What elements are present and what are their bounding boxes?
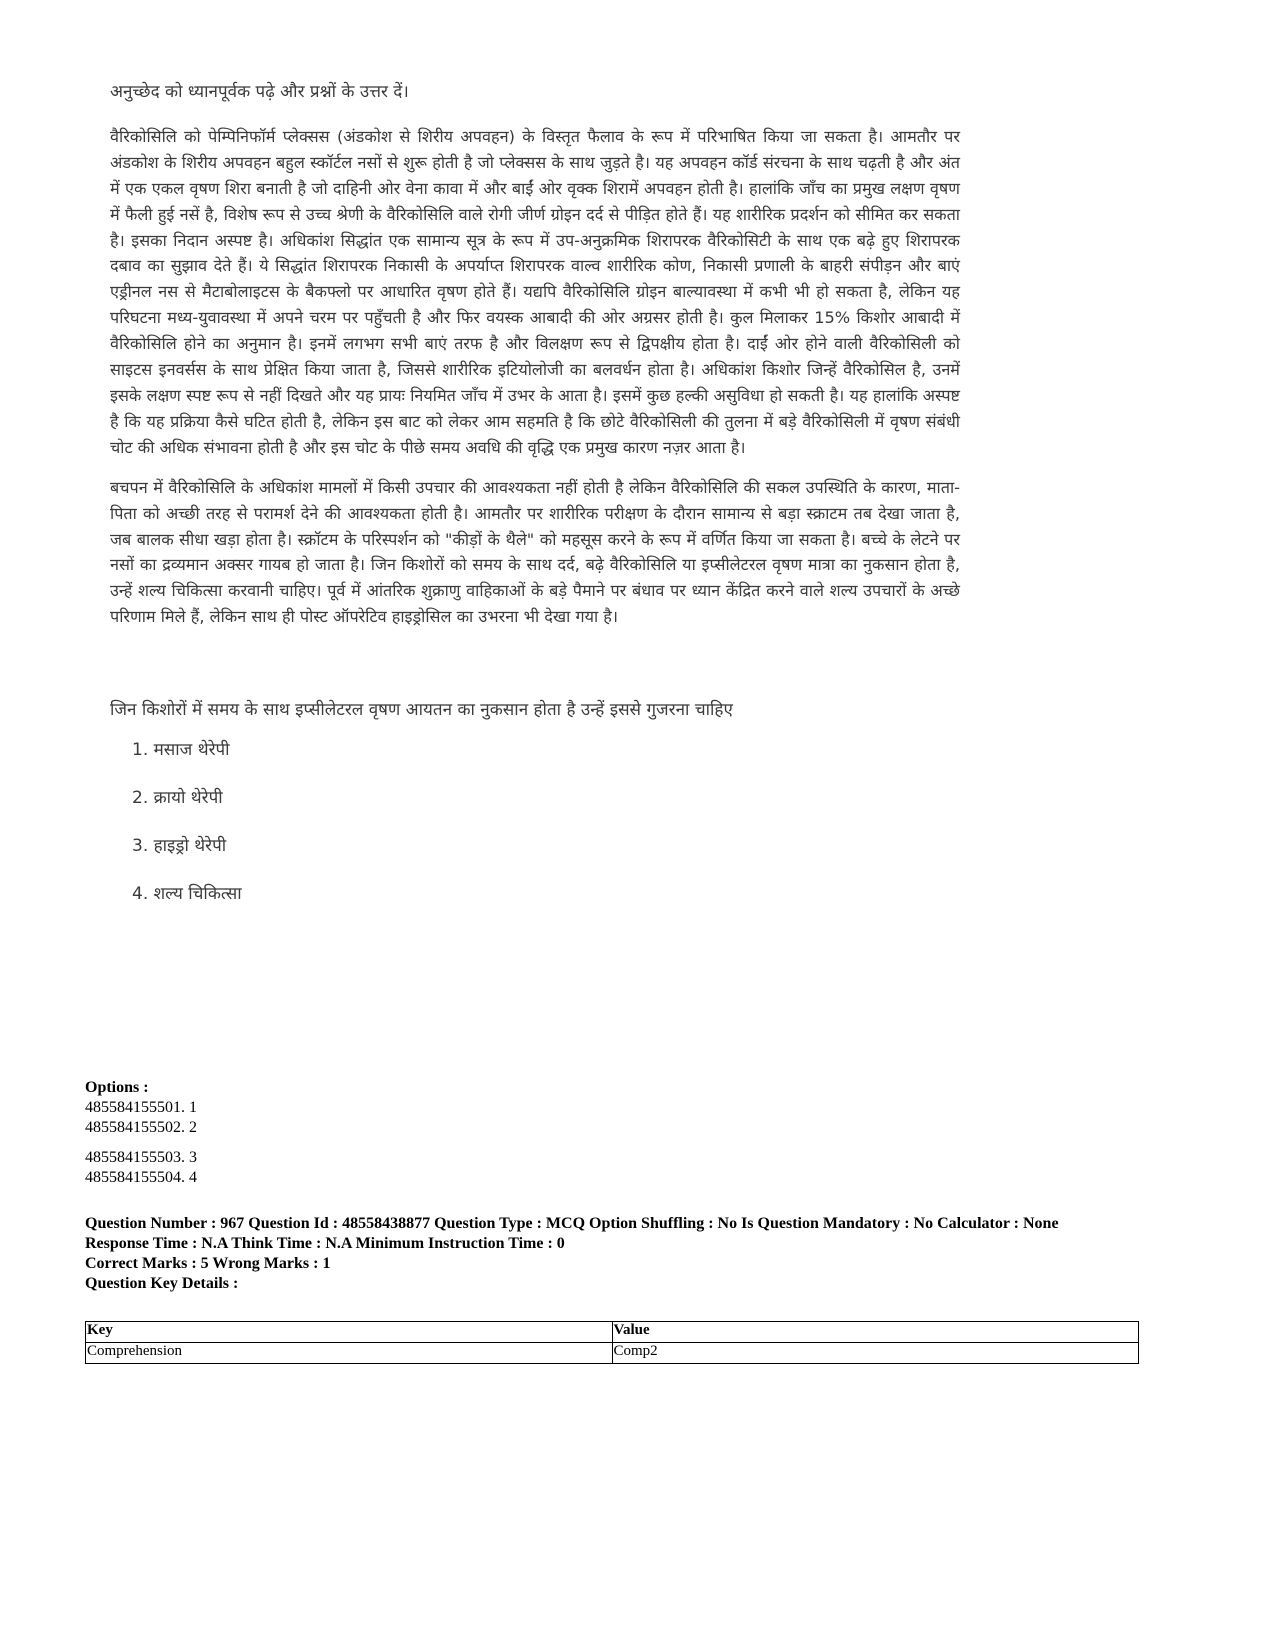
table-cell-key: Comprehension [86,1343,613,1364]
question-info-line-2: Response Time : N.A Think Time : N.A Minimum Instruction Time : 0 [85,1235,565,1252]
options-label: Options : [85,1079,149,1096]
question-info-line-3: Correct Marks : 5 Wrong Marks : 1 [85,1255,331,1272]
table-row [86,1343,1139,1364]
choice-list [132,738,960,930]
passage-heading: अनुच्छेद को ध्यानपूर्वक पढ़े और प्रश्नों के उत्तर दें। [110,82,409,102]
question-text: जिन किशोरों में समय के साथ इप्सीलेटरल वृषण आयतन का नुकसान होता है उन्हें इससे गुजरना चाहिए [110,700,733,721]
choice-1: 1. मसाज थेरेपी [132,740,230,761]
table-header-value: Value [612,1322,1139,1343]
choice-2: 2. क्रायो थेरेपी [132,788,223,809]
table-cell-value: Comp2 [612,1343,1139,1364]
question-meta-block [85,1078,1195,1294]
question-info-line-1: Question Number : 967 Question Id : 48558438877 Question Type : MCQ Option Shuffling : No Is Question Mandatory : No Calculator : None [85,1215,1059,1232]
question-key-details-label: Question Key Details : [85,1275,239,1292]
table-header-key: Key [86,1322,613,1343]
choice-3: 3. हाइड्रो थेरेपी [132,836,227,857]
option-4: 485584155504. 4 [85,1169,197,1186]
choice-4: 4. शल्य चिकित्सा [132,884,242,905]
passage-image [110,80,960,930]
passage-paragraph-2: बचपन में वैरिकोसिलि के अधिकांश मामलों में किसी उपचार की आवश्यकता नहीं होती है लेकिन वैरिकोसिलि की सकल उपस्थिति के कारण, माता-पिता को अच्छी तरह से परामर्श देने की आवश्यकता होती है। आमतौर पर शारीरिक परीक्षण के दौरान सामान्य से बड़ा स्क्राटम तब देखा जाता है, जब बालक सीधा खड़ा होता है। स्क्रॉटम के परिस्पर्शन को "कीड़ों के थैले" को महसूस करने के रूप में वर्णित किया जा सकता है। बच्चे के लेटने पर नसों का द्रव्यमान अक्सर गायब हो जाता है। जिन किशोरों को समय के साथ दर्द, बढ़े वैरिकोसिलि या इप्सीलेटरल वृषण मात्रा का नुकसान होता है, उन्हें शल्य चिकित्सा करवानी चाहिए। पूर्व में आंतरिक शुक्राणु वाहिकाओं के बड़े पैमाने पर बंधाव पर ध्यान केंद्रित करने वाले शल्य उपचारों के अच्छे परिणाम मिले हैं, लेकिन साथ ही पोस्ट ऑपरेटिव हाइड्रोसिल का उभरना भी देखा गया है। [110,477,960,627]
option-2: 485584155502. 2 [85,1119,197,1136]
question-key-table [85,1321,1139,1364]
passage-paragraph-1: वैरिकोसिलि को पेम्पिनिफॉर्म प्लेक्सस (अंडकोश से शिरीय अपवहन) के विस्तृत फैलाव के रूप में परिभाषित किया जा सकता है। आमतौर पर अंडकोश के शिरीय अपवहन बहुल स्कॉर्टल नसों से शुरू होती है जो प्लेक्सस के साथ जुड़ते है। यह अपवहन कॉर्ड संरचना के साथ चढ़ती है और अंत में एक एकल वृषण शिरा बनाती है जो दाहिनी ओर वेना कावा में और बाईं ओर वृक्क शिरामें अपवहन होती है। हालांकि जाँच का प्रमुख लक्षण वृषण में फैली हुई नसें है, विशेष रूप से उच्च श्रेणी के वैरिकोसिलि वाले रोगी जीर्ण ग्रोइन दर्द से पीड़ित होते हैं। यह शारीरिक प्रदर्शन को सीमित कर सकता है। इसका निदान अस्पष्ट है। अधिकांश सिद्धांत एक सामान्य सूत्र के रूप में उप-अनुक्रमिक शिरापरक वैरिकोसिटी के साथ एक बढ़े हुए शिरापरक दबाव का सुझाव देते हैं। ये सिद्धांत शिरापरक निकासी के अपर्याप्त शिरापरक वाल्व शारीरिक कोण, निकासी प्रणाली के बाहरी संपीड़न और बाएं एड्रीनल नस से मैटाबोलाइटस के बैकफ्लो पर आधारित वृषण होते हैं। यद्यपि वैरिकोसिलि ग्रोइन बाल्यावस्था में कभी भी हो सकता है, लेकिन यह परिघटना मध्य-युवावस्था में अपने चरम पर पहुँचती है और फिर वयस्क आबादी की ओर अग्रसर होती है। कुल मिलाकर 15% किशोर आबादी में वैरिकोसिलि होने का अनुमान है। इनमें लगभग सभी बाएं तरफ है और विलक्षण रूप से द्विपक्षीय होता है। दाईं ओर होने वाली वैरिकोसिली को साइटस इनवर्सस के साथ प्रेक्षित किया जाता है, जिससे शारीरिक इटियोलोजी का बलवर्धन होता है। अधिकांश किशोर जिन्हें वैरिकोसिल है, उनमें इसके लक्षण स्पष्ट रूप से नहीं दिखते और यह प्रायः नियमित जाँच में उभर के आता है। इसमें कुछ हल्की असुविधा हो सकती है। यह हालांकि अस्पष्ट है कि यह प्रक्रिया कैसे घटित होती है, लेकिन इस बाट को लेकर आम सहमति है कि छोटे वैरिकोसिली की तुलना में बड़े वैरिकोसिली में वृषण संबंधी चोट की अधिक संभावना होती है और इस चोट के पीछे समय अवधि की वृद्धि एक प्रमुख कारण नज़र आता है। [110,126,961,457]
option-1: 485584155501. 1 [85,1099,197,1116]
option-3: 485584155503. 3 [85,1149,197,1166]
table-header-row [86,1322,1139,1343]
